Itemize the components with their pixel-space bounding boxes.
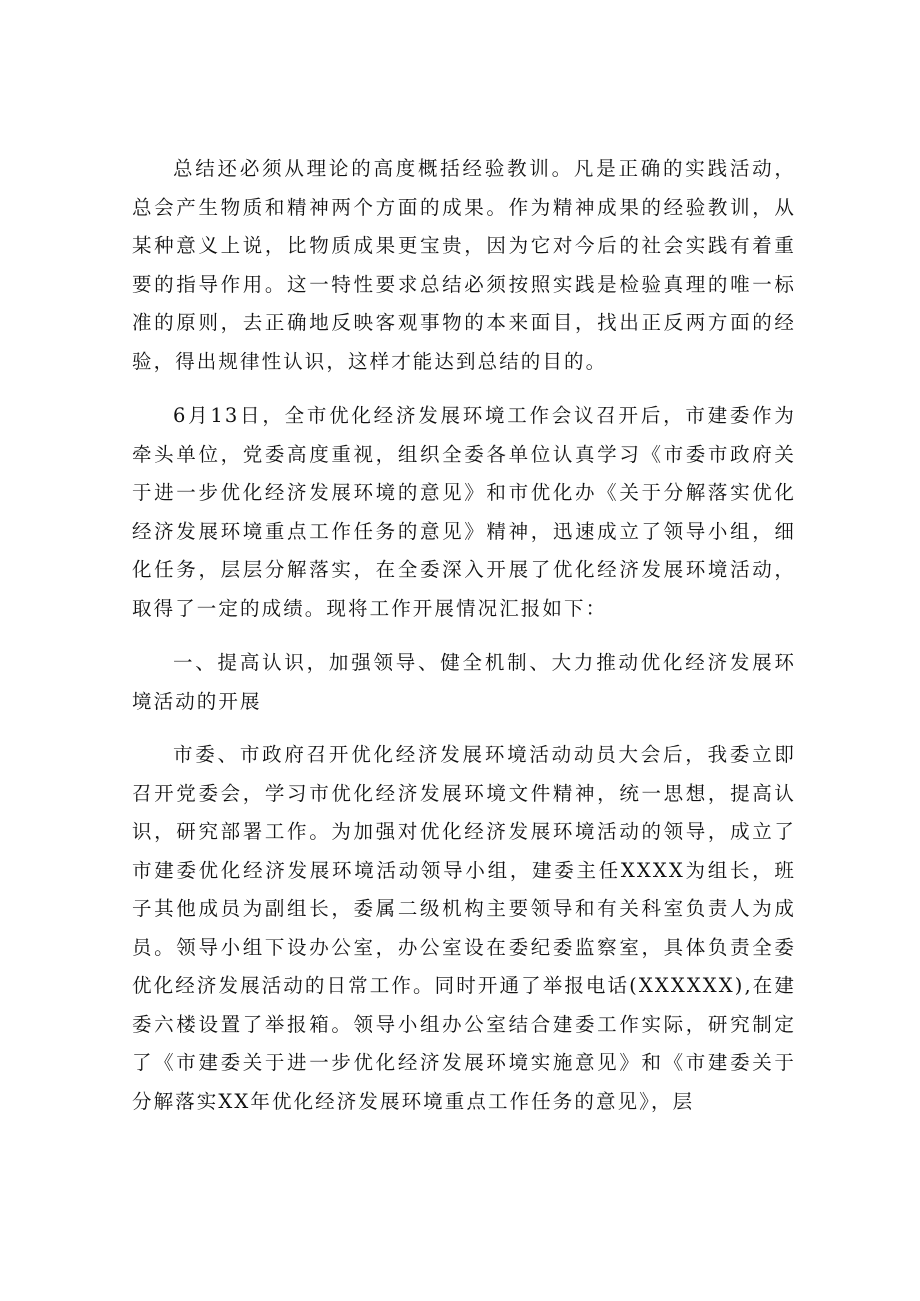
paragraph-leadership-mechanism: 市委、市政府召开优化经济发展环境活动动员大会后，我委立即召开党委会，学习市优化经济发展环境文件精神，统一思想，提高认识，研究部署工作。为加强对优化经济发展环境活动的领导，成立了市建委优化经济发展环境活动领导小组，建委主任XXXX为组长，班子其他成员为副组长，委属二级机构主要领导和有关科室负责人为成员。领导小组下设办公室，办公室设在委纪委监察室，具体负责全委优化经济发展活动的日常工作。同时开通了举报电话(XXXXXX),在建委六楼设置了举报箱。领导小组办公室结合建委工作实际，研究制定了《市建委关于进一步优化经济发展环境实施意见》和《市建委关于分解落实XX年优化经济发展环境重点工作任务的意见》，层	[132, 743, 796, 1113]
paragraph-summary-theory: 总结还必须从理论的高度概括经验教训。凡是正确的实践活动，总会产生物质和精神两个方面的成果。作为精神成果的经验教训，从某种意义上说，比物质成果更宝贵，因为它对今后的社会实践有着重要的指导作用。这一特性要求总结必须按照实践是检验真理的唯一标准的原则，去正确地反映客观事物的本来面目，找出正反两方面的经验，得出规律性认识，这样才能达到总结的目的。	[132, 157, 796, 373]
document-body	[132, 150, 796, 1137]
paragraph-meeting-report: 6月13日，全市优化经济发展环境工作会议召开后，市建委作为牵头单位，党委高度重视，组织全委各单位认真学习《市委市政府关于进一步优化经济发展环境的意见》和市优化办《关于分解落实优化经济发展环境重点工作任务的意见》精神，迅速成立了领导小组，细化任务，层层分解落实，在全委深入开展了优化经济发展环境活动，取得了一定的成绩。现将工作开展情况汇报如下：	[132, 404, 796, 620]
section-heading-1: 一、提高认识，加强领导、健全机制、大力推动优化经济发展环境活动的开展	[132, 651, 796, 713]
